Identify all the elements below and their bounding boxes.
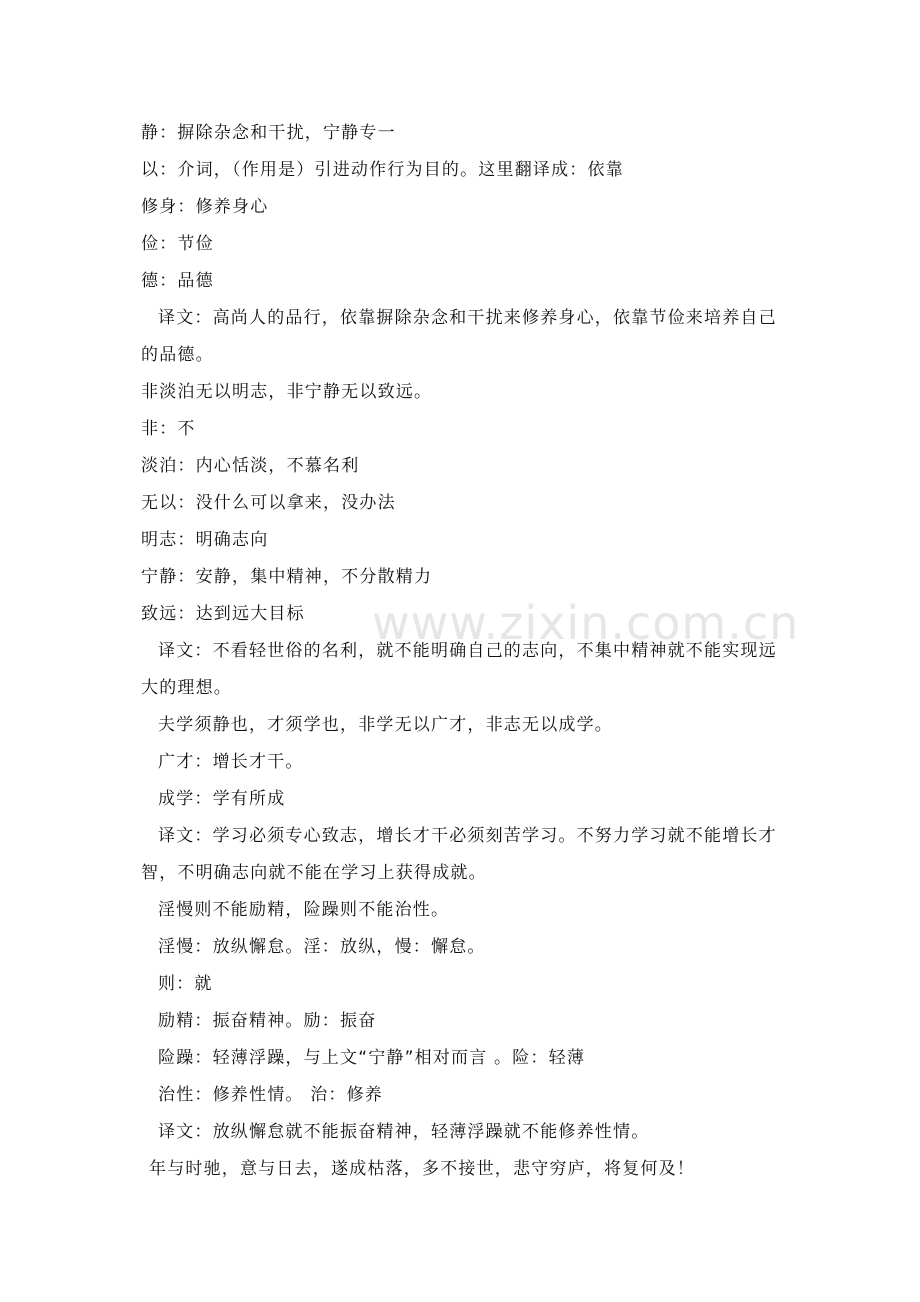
text-line: 非淡泊无以明志，非宁静无以致远。 [141,382,433,402]
text-line: 的品德。 [141,345,214,365]
text-line: 无以：没什么可以拿来，没办法 [141,493,396,513]
text-line: 俭：节俭 [141,234,214,254]
text-line: 淫慢：放纵懈怠。淫：放纵，慢：懈怠。 [158,937,486,957]
text-line: 智，不明确志向就不能在学习上获得成就。 [141,863,487,883]
translation-line: 译文：高尚人的品行，依靠摒除杂念和干扰来修养身心，依靠节俭来培养自己 [158,308,777,328]
text-line: 夫学须静也，才须学也，非学无以广才，非志无以成学。 [158,715,613,735]
text-line: 广才：增长才干。 [158,752,304,772]
text-line: 则：就 [158,974,213,994]
text-line: 静：摒除杂念和干扰，宁静专一 [141,123,396,143]
text-line: 淡泊：内心恬淡，不慕名利 [141,456,360,476]
text-line: 致远：达到远大目标 [141,604,305,624]
text-line: 励精：振奋精神。励：振奋 [158,1011,377,1031]
translation-line: 译文：学习必须专心致志，增长才干必须刻苦学习。不努力学习就不能增长才 [158,826,777,846]
translation-line: 译文：不看轻世俗的名利，就不能明确自己的志向，不集中精神就不能实现远 [158,641,777,661]
text-line: 治性：修养性情。 治：修养 [158,1085,384,1105]
document-body [141,115,791,1188]
text-line: 德：品德 [141,271,214,291]
text-line: 年与时驰，意与日去，遂成枯落，多不接世，悲守穷庐，将复何及！ [149,1159,695,1179]
text-line: 明志：明确志向 [141,530,269,550]
watermark: www.zixin.com.cn [372,596,800,650]
text-line: 淫慢则不能励精，险躁则不能治性。 [158,900,450,920]
text-line: 大的理想。 [141,678,232,698]
text-line: 宁静：安静，集中精神，不分散精力 [141,567,433,587]
text-line: 非：不 [141,419,196,439]
text-line: 修身：修养身心 [141,197,269,217]
text-line: 成学：学有所成 [158,789,286,809]
translation-line: 译文：放纵懈怠就不能振奋精神，轻薄浮躁就不能修养性情。 [158,1122,650,1142]
text-line: 以：介词，（作用是）引进动作行为目的。这里翻译成：依靠 [141,160,624,180]
text-line: 险躁：轻薄浮躁，与上文“宁静”相对而言 。险：轻薄 [158,1048,586,1068]
